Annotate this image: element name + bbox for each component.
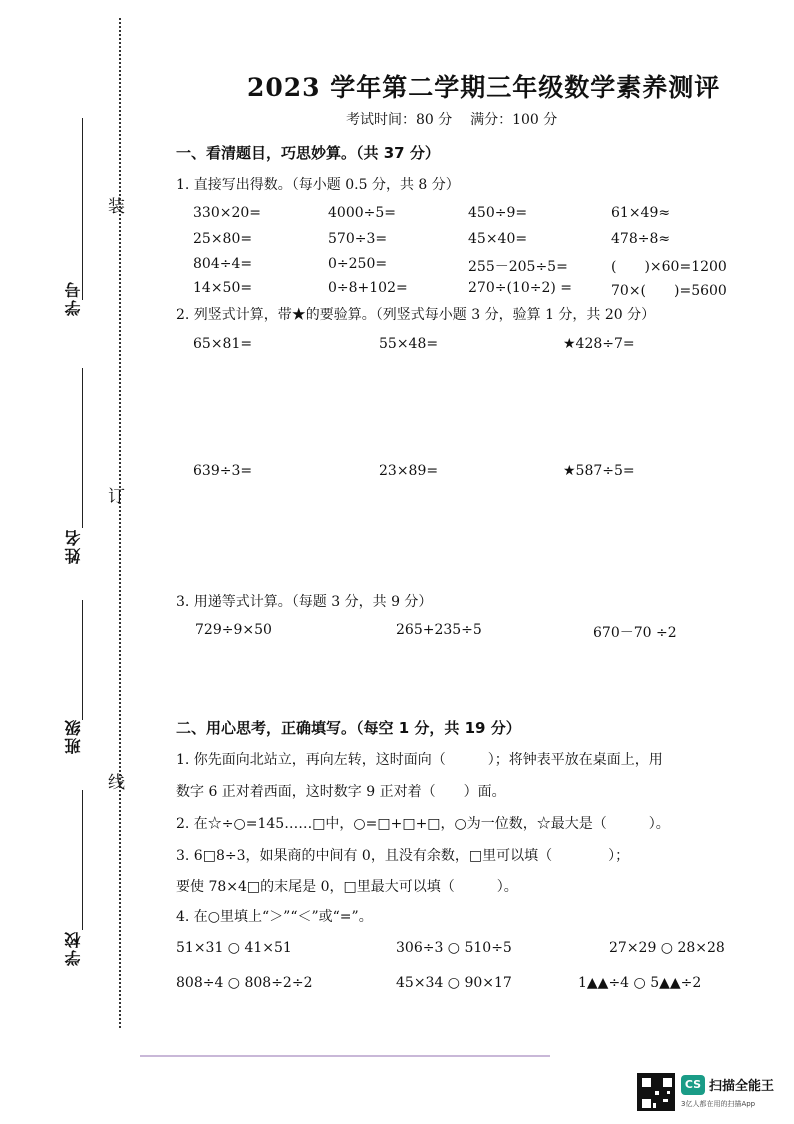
compare-item: 51×31 ○ 41×51 xyxy=(176,940,292,956)
q2-item: 55×48= xyxy=(379,336,439,352)
compare-item: 45×34 ○ 90×17 xyxy=(396,975,512,991)
q2-item: 65×81= xyxy=(193,336,253,352)
q2-item: 23×89= xyxy=(379,463,439,479)
s2-line: 1. 你先面向北站立，再向左转，这时面向（ ）；将钟表平放在桌面上，用 xyxy=(176,752,663,768)
q1-label: 1. 直接写出得数。（每小题 0.5 分，共 8 分） xyxy=(176,177,460,193)
q1-item: 450÷9= xyxy=(468,205,528,221)
compare-item: 808÷4 ○ 808÷2÷2 xyxy=(176,975,313,991)
q1-item: 330×20= xyxy=(193,205,261,221)
q1-item: 25×80= xyxy=(193,231,253,247)
compare-item: 306÷3 ○ 510÷5 xyxy=(396,940,512,956)
school-underline xyxy=(82,790,83,930)
q1-item: 255－205÷5= xyxy=(468,259,568,275)
q2-label: 2. 列竖式计算，带★的要验算。（列竖式每小题 3 分，验算 1 分，共 20 分） xyxy=(176,307,656,323)
camscanner-tagline: 3亿人都在用的扫描App xyxy=(681,1100,756,1108)
class-underline xyxy=(82,600,83,720)
student-id-underline xyxy=(82,118,83,300)
binding-mark-zhuang: 装 xyxy=(108,197,125,217)
q1-item: 0÷250= xyxy=(328,256,388,272)
footer-divider xyxy=(140,1055,550,1057)
exam-title: 2023 学年第二学期三年级数学素养测评 xyxy=(247,73,721,102)
q1-item: 70×( )=5600 xyxy=(611,283,727,299)
q1-item: 804÷4= xyxy=(193,256,253,272)
q1-item: 4000÷5= xyxy=(328,205,396,221)
binding-mark-xian: 线 xyxy=(108,773,125,793)
section1-heading: 一、看清题目，巧思妙算。（共 37 分） xyxy=(176,144,440,162)
q1-item: 14×50= xyxy=(193,280,253,296)
section2-heading: 二、用心思考，正确填写。（每空 1 分，共 19 分） xyxy=(176,719,521,737)
q3-item: 729÷9×50 xyxy=(195,622,272,638)
binding-dotted-line xyxy=(119,18,121,1028)
q1-item: 45×40= xyxy=(468,231,528,247)
q1-item: 61×49≈ xyxy=(611,205,671,221)
name-underline xyxy=(82,368,83,528)
class-label: 班级 xyxy=(64,718,83,754)
binding-mark-ding: 订 xyxy=(108,487,125,507)
q2-item: 639÷3= xyxy=(193,463,253,479)
q1-item: 570÷3= xyxy=(328,231,388,247)
exam-subtitle: 考试时间：80 分 满分：100 分 xyxy=(346,112,558,128)
q1-item: ( )×60=1200 xyxy=(611,259,727,275)
q2-item: ★587÷5= xyxy=(563,463,635,479)
name-label: 姓名 xyxy=(64,528,83,564)
student-id-label: 学号 xyxy=(64,280,83,316)
camscanner-logo-icon: CS xyxy=(681,1075,705,1095)
compare-item: 27×29 ○ 28×28 xyxy=(609,940,725,956)
s2-line: 要使 78×4□的末尾是 0，□里最大可以填（ ）。 xyxy=(176,879,518,895)
qr-code-icon xyxy=(637,1073,675,1111)
school-label: 学校 xyxy=(64,930,83,966)
q1-item: 0÷8+102= xyxy=(328,280,408,296)
q2-item: ★428÷7= xyxy=(563,336,635,352)
q3-item: 265+235÷5 xyxy=(396,622,482,638)
s2-line: 4. 在○里填上“＞”“＜”或“=”。 xyxy=(176,909,373,925)
s2-line: 3. 6□8÷3，如果商的中间有 0，且没有余数，□里可以填（ ）； xyxy=(176,848,630,864)
s2-line: 数字 6 正对着西面，这时数字 9 正对着（ ）面。 xyxy=(176,784,506,800)
s2-line: 2. 在☆÷○=145……□中，○=□+□+□，○为一位数，☆最大是（ ）。 xyxy=(176,816,670,832)
q1-item: 478÷8≈ xyxy=(611,231,671,247)
q1-item: 270÷(10÷2) = xyxy=(468,280,573,296)
compare-item: 1▲▲÷4 ○ 5▲▲÷2 xyxy=(578,975,702,991)
q3-label: 3. 用递等式计算。（每题 3 分，共 9 分） xyxy=(176,594,433,610)
q3-item: 670－70 ÷2 xyxy=(593,625,677,641)
camscanner-name: 扫描全能王 xyxy=(709,1079,775,1094)
